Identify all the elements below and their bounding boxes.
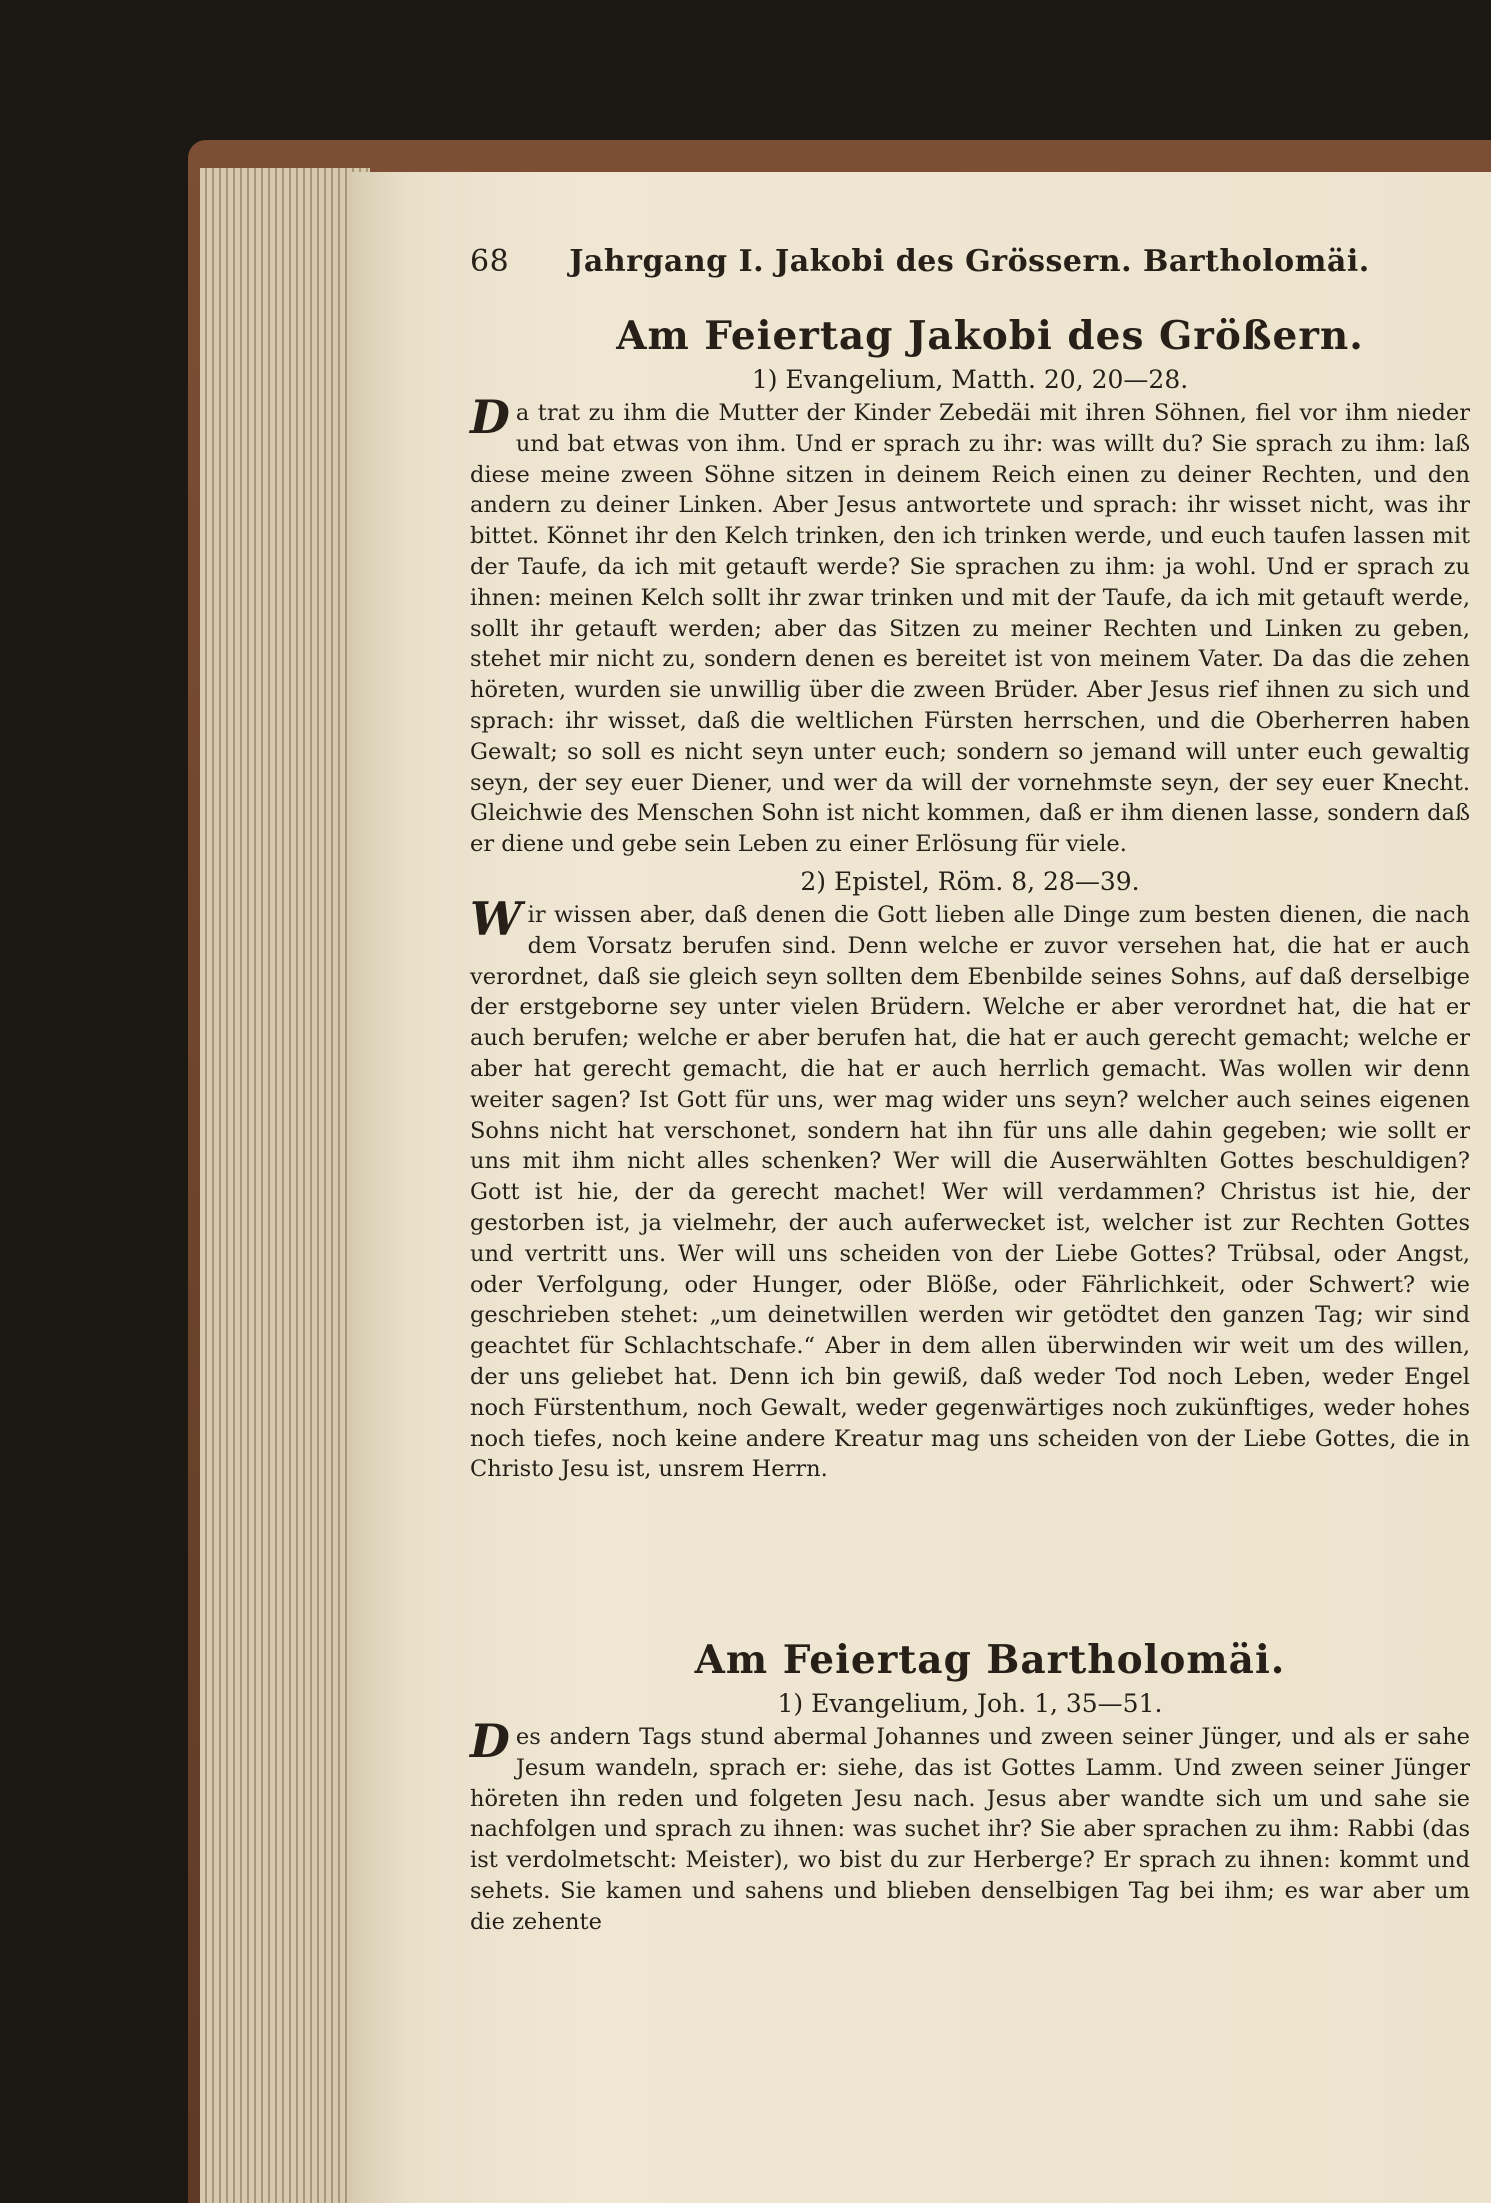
- reading-reference: 2) Epistel, Röm. 8, 28—39.: [800, 866, 1140, 896]
- reading-reference: 1) Evangelium, Matth. 20, 20—28.: [751, 365, 1189, 394]
- reading-reference: 1) Evangelium, Joh. 1, 35—51.: [777, 1689, 1163, 1718]
- section-heading: Am Feiertag Bartholomäi.: [694, 1637, 1286, 1683]
- reading-body: a trat zu ihm die Mutter der Kinder Zebedäi mit ihren Söhnen, fiel vor ihm nieder und bat etwas von ihm. Und er sprach zu ihr: was willt du? Sie sprach zu ihm: laß diese meine zween Söhne sitzen in deinem Reich einen zu deiner Rechten, und den andern zu deiner Linken. Aber Jesus antwortete und sprach: ihr wisset nicht, was ihr bittet. Könnet ihr den Kelch trinken, den ich trinken werde, und euch taufen lassen mit der Taufe, da ich mit getauft werde? Sie sprachen zu ihm: ja wohl. Und er sprach zu ihnen: meinen Kelch sollt ihr zwar trinken und mit der Taufe, da ich mit getauft werde, sollt ihr getauft werden; aber das Sitzen zu meiner Rechten und Linken zu geben, stehet mir nicht zu, sondern denen es bereitet ist von meinem Vater. Da das die zehen höreten, wurden sie unwillig über die zween Brüder. Aber Jesus rief ihnen zu sich und sprach: ihr wisset, daß die weltlichen Fürsten herrschen, und die Oberherren haben Gewalt; so soll es nicht seyn unter euch; sondern so jemand will unter euch gewaltig seyn, der sey euer Diener, und wer da will der vornehmste seyn, der sey euer Knecht. Gleichwie des Menschen Sohn ist nicht kommen, daß er ihm dienen lasse, sondern daß er diene und gebe sein Leben zu einer Erlösung für viele.: [470, 400, 1470, 858]
- section-bartholomaei: [470, 1634, 1470, 1938]
- section-jakobi: [470, 310, 1470, 1485]
- page-number: 68: [470, 244, 510, 279]
- book-page: [352, 172, 1491, 2203]
- running-head: [470, 244, 1470, 296]
- reading-text: [470, 1714, 1470, 1938]
- drop-capital: D: [470, 1714, 510, 1768]
- reading-text: [470, 390, 1470, 860]
- drop-capital: W: [470, 891, 522, 946]
- section-heading: Am Feiertag Jakobi des Größern.: [616, 313, 1364, 359]
- reading-body: ir wissen aber, daß denen die Gott lieben alle Dinge zum besten dienen, die nach dem Vorsatz berufen sind. Denn welche er zuvor versehen hat, die hat er auch verordnet, daß sie gleich seyn sollten dem Ebenbilde seines Sohns, auf daß derselbige der erstgeborne sey unter vielen Brüdern. Welche er aber verordnet hat, die hat er auch berufen; welche er aber berufen hat, die hat er auch gerecht gemacht; welche er aber hat gerecht gemacht, die hat er auch herrlich gemacht. Was wollen wir denn weiter sagen? Ist Gott für uns, wer mag wider uns seyn? welcher auch seines eigenen Sohns nicht hat verschonet, sondern hat ihn für uns alle dahin gegeben; wie sollt er uns mit ihm nicht alles schenken? Wer will die Auserwählten Gottes beschuldigen? Gott ist hie, der da gerecht machet! Wer will verdammen? Christus ist hie, der gestorben ist, ja vielmehr, der auch auferwecket ist, welcher ist zur Rechten Gottes und vertritt uns. Wer will uns scheiden von der Liebe Gottes? Trübsal, oder Angst, oder Verfolgung, oder Hunger, oder Blöße, oder Fährlichkeit, oder Schwert? wie geschrieben stehet: „um deinetwillen werden wir getödtet den ganzen Tag; wir sind geachtet für Schlachtschafe.“ Aber in dem allen überwinden wir weit um des willen, der uns geliebet hat. Denn ich bin gewiß, daß weder Tod noch Leben, weder Engel noch Fürstenthum, noch Gewalt, weder gegenwärtiges noch zukünftiges, weder hohes noch tiefes, noch keine andere Kreatur mag uns scheiden von der Liebe Gottes, die in Christo Jesu ist, unsrem Herrn.: [470, 901, 1470, 1483]
- reading-text: [470, 891, 1470, 1485]
- running-head-title: Jahrgang I. Jakobi des Grössern. Bartholomäi.: [569, 244, 1370, 279]
- page-block-edges: [200, 168, 370, 2203]
- reading-body: es andern Tags stund abermal Johannes und zween seiner Jünger, und als er sahe Jesum wandeln, sprach er: siehe, das ist Gottes Lamm. Und zween seiner Jünger höreten ihn reden und folgeten Jesu nach. Jesus aber wandte sich um und sahe sie nachfolgen und sprach zu ihnen: was suchet ihr? Sie aber sprachen zu ihm: Rabbi (das ist verdolmetscht: Meister), wo bist du zur Herberge? Er sprach zu ihnen: kommt und sehets. Sie kamen und sahens und blieben denselbigen Tag bei ihm; es war aber um die zehente: [470, 1724, 1470, 1935]
- drop-capital: D: [470, 390, 510, 444]
